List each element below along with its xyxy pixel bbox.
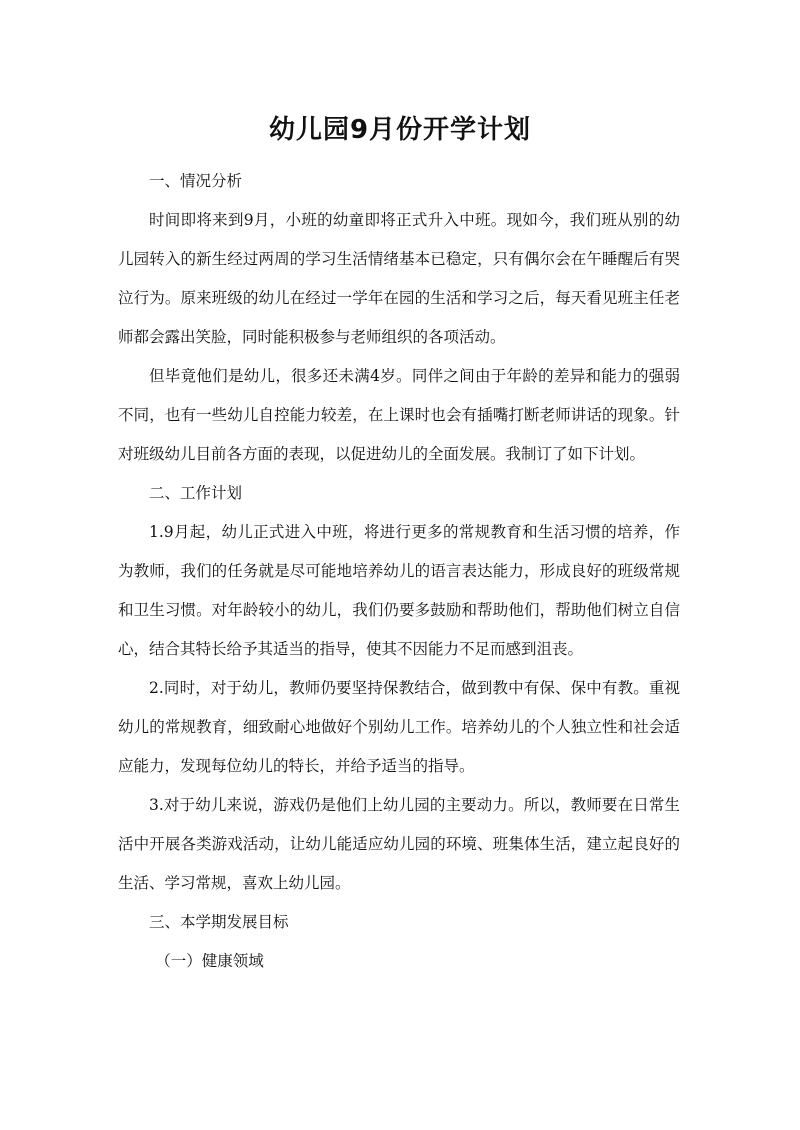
document-title: 幼儿园9月份开学计划 bbox=[268, 115, 532, 145]
section-heading-situation-analysis: 一、情况分析 bbox=[149, 172, 243, 190]
paragraph-plan-3: 3.对于幼儿来说，游戏仍是他们上幼儿园的主要动力。所以，教师要在日常生活中开展各类游戏活动，让幼儿能适应幼儿园的环境、班集体生活，建立起良好的生活、学习常规，喜欢上幼儿园。 bbox=[118, 796, 680, 892]
document-body bbox=[118, 162, 680, 981]
paragraph-situation-1: 时间即将来到9月，小班的幼童即将正式升入中班。现如今，我们班从别的幼儿园转入的新生经过两周的学习生活情绪基本已稳定，只有偶尔会在午睡醒后有哭泣行为。原来班级的幼儿在经过一学年在园的生活和学习之后，每天看见班主任老师都会露出笑脸，同时能积极参与老师组织的各项活动。 bbox=[118, 211, 680, 346]
paragraph-plan-2: 2.同时，对于幼儿，教师仍要坚持保教结合，做到教中有保、保中有教。重视幼儿的常规教育，细致耐心地做好个别幼儿工作。培养幼儿的个人独立性和社会适应能力，发现每位幼儿的特长，并给予适当的指导。 bbox=[118, 679, 680, 775]
section-heading-work-plan: 二、工作计划 bbox=[149, 484, 243, 502]
section-heading-development-goals: 三、本学期发展目标 bbox=[149, 913, 289, 931]
subheading-health-domain: （一）健康领域 bbox=[155, 952, 264, 970]
paragraph-situation-2: 但毕竟他们是幼儿，很多还未满4岁。同伴之间由于年龄的差异和能力的强弱不同，也有一些幼儿自控能力较差，在上课时也会有插嘴打断老师讲话的现象。针对班级幼儿目前各方面的表现，以促进幼儿的全面发展。我制订了如下计划。 bbox=[118, 367, 680, 463]
paragraph-plan-1: 1.9月起，幼儿正式进入中班，将进行更多的常规教育和生活习惯的培养，作为教师，我们的任务就是尽可能地培养幼儿的语言表达能力，形成良好的班级常规和卫生习惯。对年龄较小的幼儿，我们仍要多鼓励和帮助他们，帮助他们树立自信心，结合其特长给予其适当的指导，使其不因能力不足而感到沮丧。 bbox=[118, 523, 680, 658]
